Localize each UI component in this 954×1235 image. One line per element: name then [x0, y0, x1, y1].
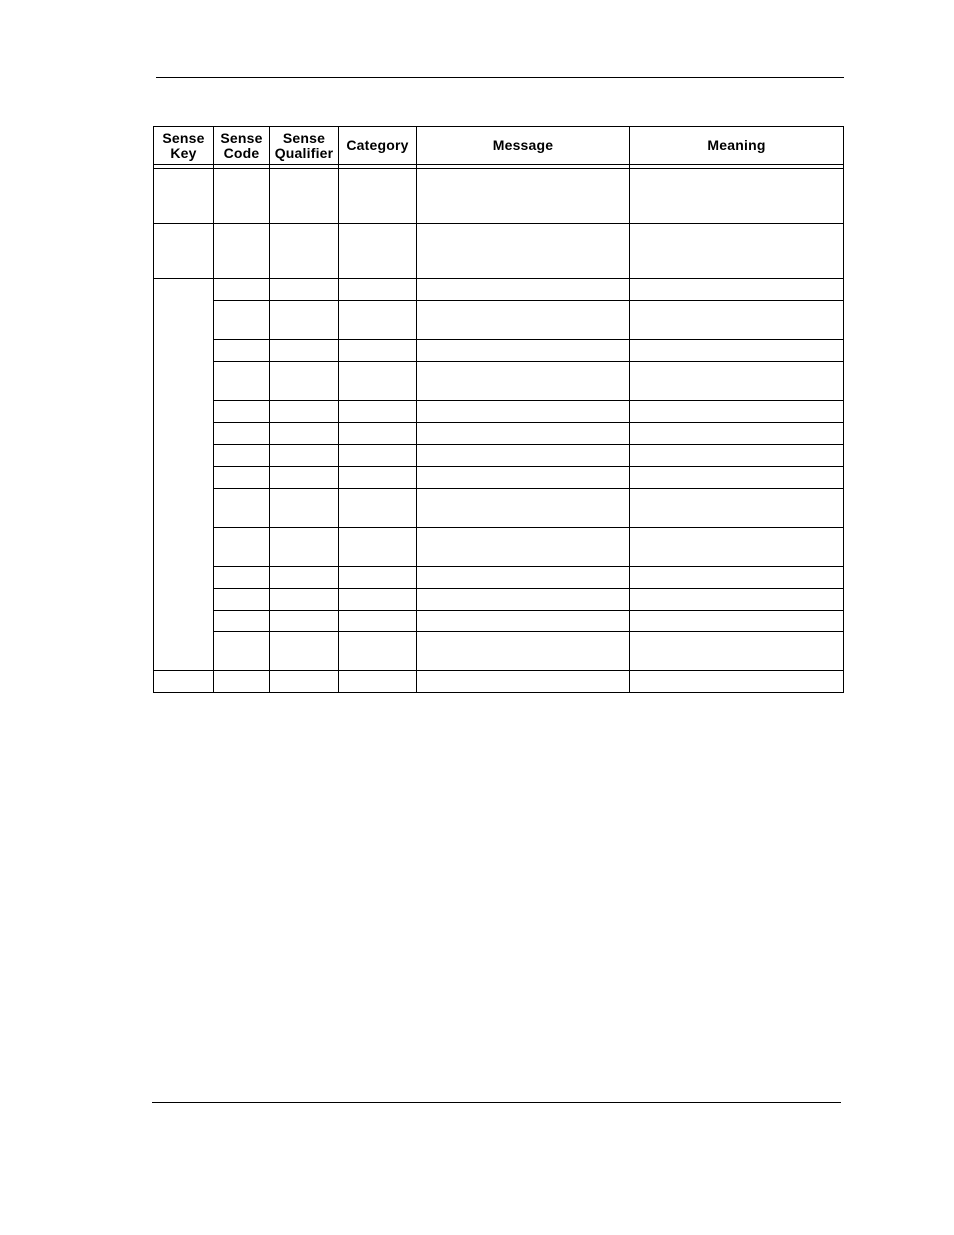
header-message: Message — [417, 127, 630, 165]
table-row — [154, 401, 844, 423]
table-row — [154, 467, 844, 489]
header-sense-qualifier: Sense Qualifier — [270, 127, 339, 165]
table-row — [154, 611, 844, 632]
header-sense-key: Sense Key — [154, 127, 214, 165]
table-row — [154, 362, 844, 401]
table-row — [154, 279, 844, 301]
header-category: Category — [339, 127, 417, 165]
merged-sense-key-cell — [154, 279, 214, 671]
table-row — [154, 224, 844, 279]
table-header-row — [154, 127, 844, 165]
table-row — [154, 632, 844, 671]
table-row — [154, 528, 844, 567]
table-row — [154, 340, 844, 362]
table-row — [154, 567, 844, 589]
table-row — [154, 445, 844, 467]
table-row — [154, 423, 844, 445]
sense-code-table — [153, 126, 844, 693]
table-row — [154, 489, 844, 528]
header-meaning: Meaning — [630, 127, 844, 165]
table-row — [154, 589, 844, 611]
table-row — [154, 671, 844, 693]
table-row — [154, 301, 844, 340]
header-rule — [156, 77, 844, 78]
table-row — [154, 169, 844, 224]
header-sense-code: Sense Code — [214, 127, 270, 165]
footer-rule — [152, 1102, 841, 1103]
